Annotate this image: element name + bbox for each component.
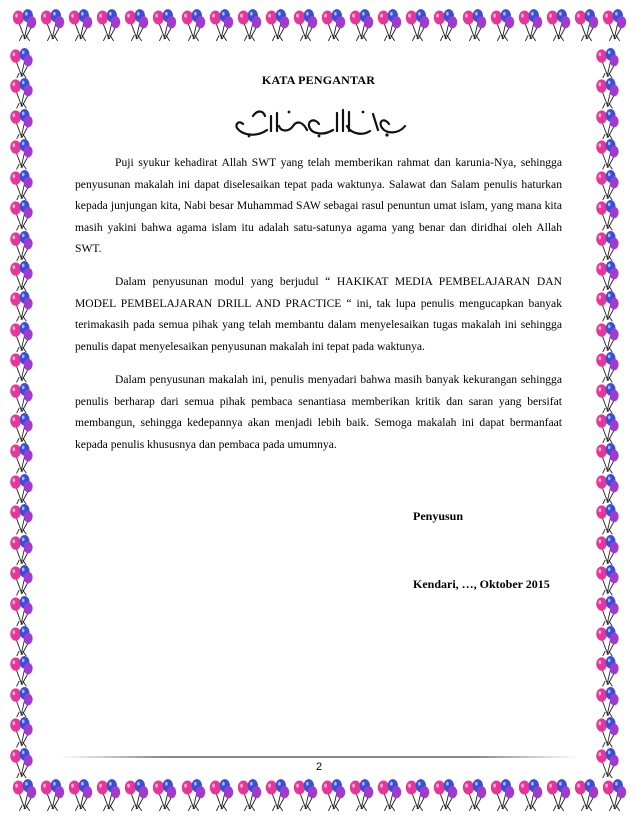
balloon-border-icon <box>592 717 622 747</box>
balloon-border-icon <box>592 139 622 169</box>
balloon-border-icon <box>403 778 431 812</box>
balloon-border-icon <box>207 8 235 42</box>
balloon-border-icon <box>516 8 544 42</box>
balloon-border-icon <box>66 8 94 42</box>
footer-divider <box>60 756 578 758</box>
balloon-border-icon <box>6 231 36 261</box>
balloon-border-icon <box>122 778 150 812</box>
balloon-border-icon <box>6 656 36 686</box>
balloon-border-icon <box>544 8 572 42</box>
balloon-border-icon <box>122 8 150 42</box>
balloon-border-icon <box>516 778 544 812</box>
balloon-border-icon <box>6 78 36 108</box>
balloon-border-icon <box>6 474 36 504</box>
balloon-border-icon <box>572 8 600 42</box>
balloon-border-icon <box>460 778 488 812</box>
balloon-border-icon <box>38 8 66 42</box>
balloon-border-icon <box>600 8 628 42</box>
balloon-border-icon <box>319 778 347 812</box>
page-title: KATA PENGANTAR <box>261 73 376 87</box>
balloon-border-icon <box>6 322 36 352</box>
balloon-border-icon <box>263 8 291 42</box>
balloon-border-icon <box>179 778 207 812</box>
balloon-border-icon <box>592 48 622 78</box>
balloon-border-icon <box>592 231 622 261</box>
balloon-border-icon <box>592 109 622 139</box>
balloon-border-icon <box>6 687 36 717</box>
balloon-border-icon <box>592 565 622 595</box>
balloon-border-icon <box>375 778 403 812</box>
balloon-border-icon <box>375 8 403 42</box>
balloon-border-icon <box>10 8 38 42</box>
balloon-border-icon <box>6 596 36 626</box>
page-number: 2 <box>315 761 323 773</box>
balloon-border-icon <box>179 8 207 42</box>
balloon-border-icon <box>592 504 622 534</box>
left-balloon-border <box>6 48 46 778</box>
balloon-border-icon <box>150 778 178 812</box>
balloon-border-icon <box>403 8 431 42</box>
balloon-border-icon <box>150 8 178 42</box>
balloon-border-icon <box>6 170 36 200</box>
place-date: Kendari, …, Oktober 2015 <box>413 577 550 591</box>
balloon-border-icon <box>592 291 622 321</box>
balloon-border-icon <box>6 565 36 595</box>
balloon-border-icon <box>6 48 36 78</box>
balloon-border-icon <box>347 8 375 42</box>
balloon-border-icon <box>291 778 319 812</box>
bismillah-calligraphy-icon <box>223 104 413 140</box>
paragraph-2: Dalam penyusunan modul yang berjudul “ HAKIKAT MEDIA PEMBELAJARAN DAN MODEL PEMBELAJARAN DRILL AND PRACTICE “ ini, tak lupa penulis mengucapkan banyak terimakasih pada semua pihak yang telah membantu dalam menyelesaikan tugas makalah ini sehingga penulis dapat menyelesaikan penyusunan makalah ini tepat pada waktunya. <box>75 275 562 353</box>
balloon-border-icon <box>592 322 622 352</box>
balloon-border-icon <box>6 291 36 321</box>
balloon-border-icon <box>263 778 291 812</box>
balloon-border-icon <box>6 535 36 565</box>
balloon-border-icon <box>94 778 122 812</box>
balloon-border-icon <box>319 8 347 42</box>
balloon-border-icon <box>592 352 622 382</box>
bottom-balloon-border <box>0 778 638 818</box>
balloon-border-icon <box>431 778 459 812</box>
balloon-border-icon <box>600 778 628 812</box>
balloon-border-icon <box>592 200 622 230</box>
balloon-border-icon <box>6 443 36 473</box>
balloon-border-icon <box>6 352 36 382</box>
balloon-border-icon <box>235 8 263 42</box>
balloon-border-icon <box>592 170 622 200</box>
balloon-border-icon <box>460 8 488 42</box>
right-balloon-border <box>592 48 632 778</box>
balloon-border-icon <box>94 8 122 42</box>
balloon-border-icon <box>592 383 622 413</box>
balloon-border-icon <box>572 778 600 812</box>
balloon-border-icon <box>592 443 622 473</box>
balloon-border-icon <box>6 139 36 169</box>
balloon-border-icon <box>592 413 622 443</box>
balloon-border-icon <box>592 626 622 656</box>
balloon-border-icon <box>592 687 622 717</box>
balloon-border-icon <box>6 109 36 139</box>
balloon-border-icon <box>291 8 319 42</box>
paragraph-3: Dalam penyusunan makalah ini, penulis menyadari bahwa masih banyak kekurangan sehingga penulis berharap dari semua pihak pembaca senantiasa memberikan kritik dan saran yang bersifat membangun, sehingga kedepannya akan menjadi lebih baik. Semoga makalah ini dapat bermanfaat kepada penulis khususnya dan pembaca pada umumnya. <box>75 373 562 451</box>
balloon-border-icon <box>488 8 516 42</box>
balloon-border-icon <box>38 778 66 812</box>
balloon-border-icon <box>592 78 622 108</box>
balloon-border-icon <box>592 596 622 626</box>
balloon-border-icon <box>592 535 622 565</box>
top-balloon-border <box>0 8 638 48</box>
balloon-border-icon <box>6 413 36 443</box>
balloon-border-icon <box>10 778 38 812</box>
balloon-border-icon <box>6 383 36 413</box>
balloon-border-icon <box>6 626 36 656</box>
balloon-border-icon <box>207 778 235 812</box>
balloon-border-icon <box>592 656 622 686</box>
balloon-border-icon <box>431 8 459 42</box>
balloon-border-icon <box>6 504 36 534</box>
balloon-border-icon <box>6 200 36 230</box>
balloon-border-icon <box>592 474 622 504</box>
balloon-border-icon <box>347 778 375 812</box>
balloon-border-icon <box>235 778 263 812</box>
author-label: Penyusun <box>413 509 464 523</box>
balloon-border-icon <box>488 778 516 812</box>
balloon-border-icon <box>66 778 94 812</box>
balloon-border-icon <box>544 778 572 812</box>
balloon-border-icon <box>6 261 36 291</box>
paragraph-1: Puji syukur kehadirat Allah SWT yang telah memberikan rahmat dan karunia-Nya, sehingga penyusunan makalah ini dapat diselesaikan tepat pada waktunya. Salawat dan Salam penulis haturkan kepada junjungan kita, Nabi besar Muhammad SAW sebagai rasul penuntun umat islam, yang mana kita masih yakini bahwa agama islam itu adalah satu-satunya agama yang benar dan diridhai oleh Allah SWT. <box>75 156 562 256</box>
balloon-border-icon <box>592 261 622 291</box>
balloon-border-icon <box>6 717 36 747</box>
